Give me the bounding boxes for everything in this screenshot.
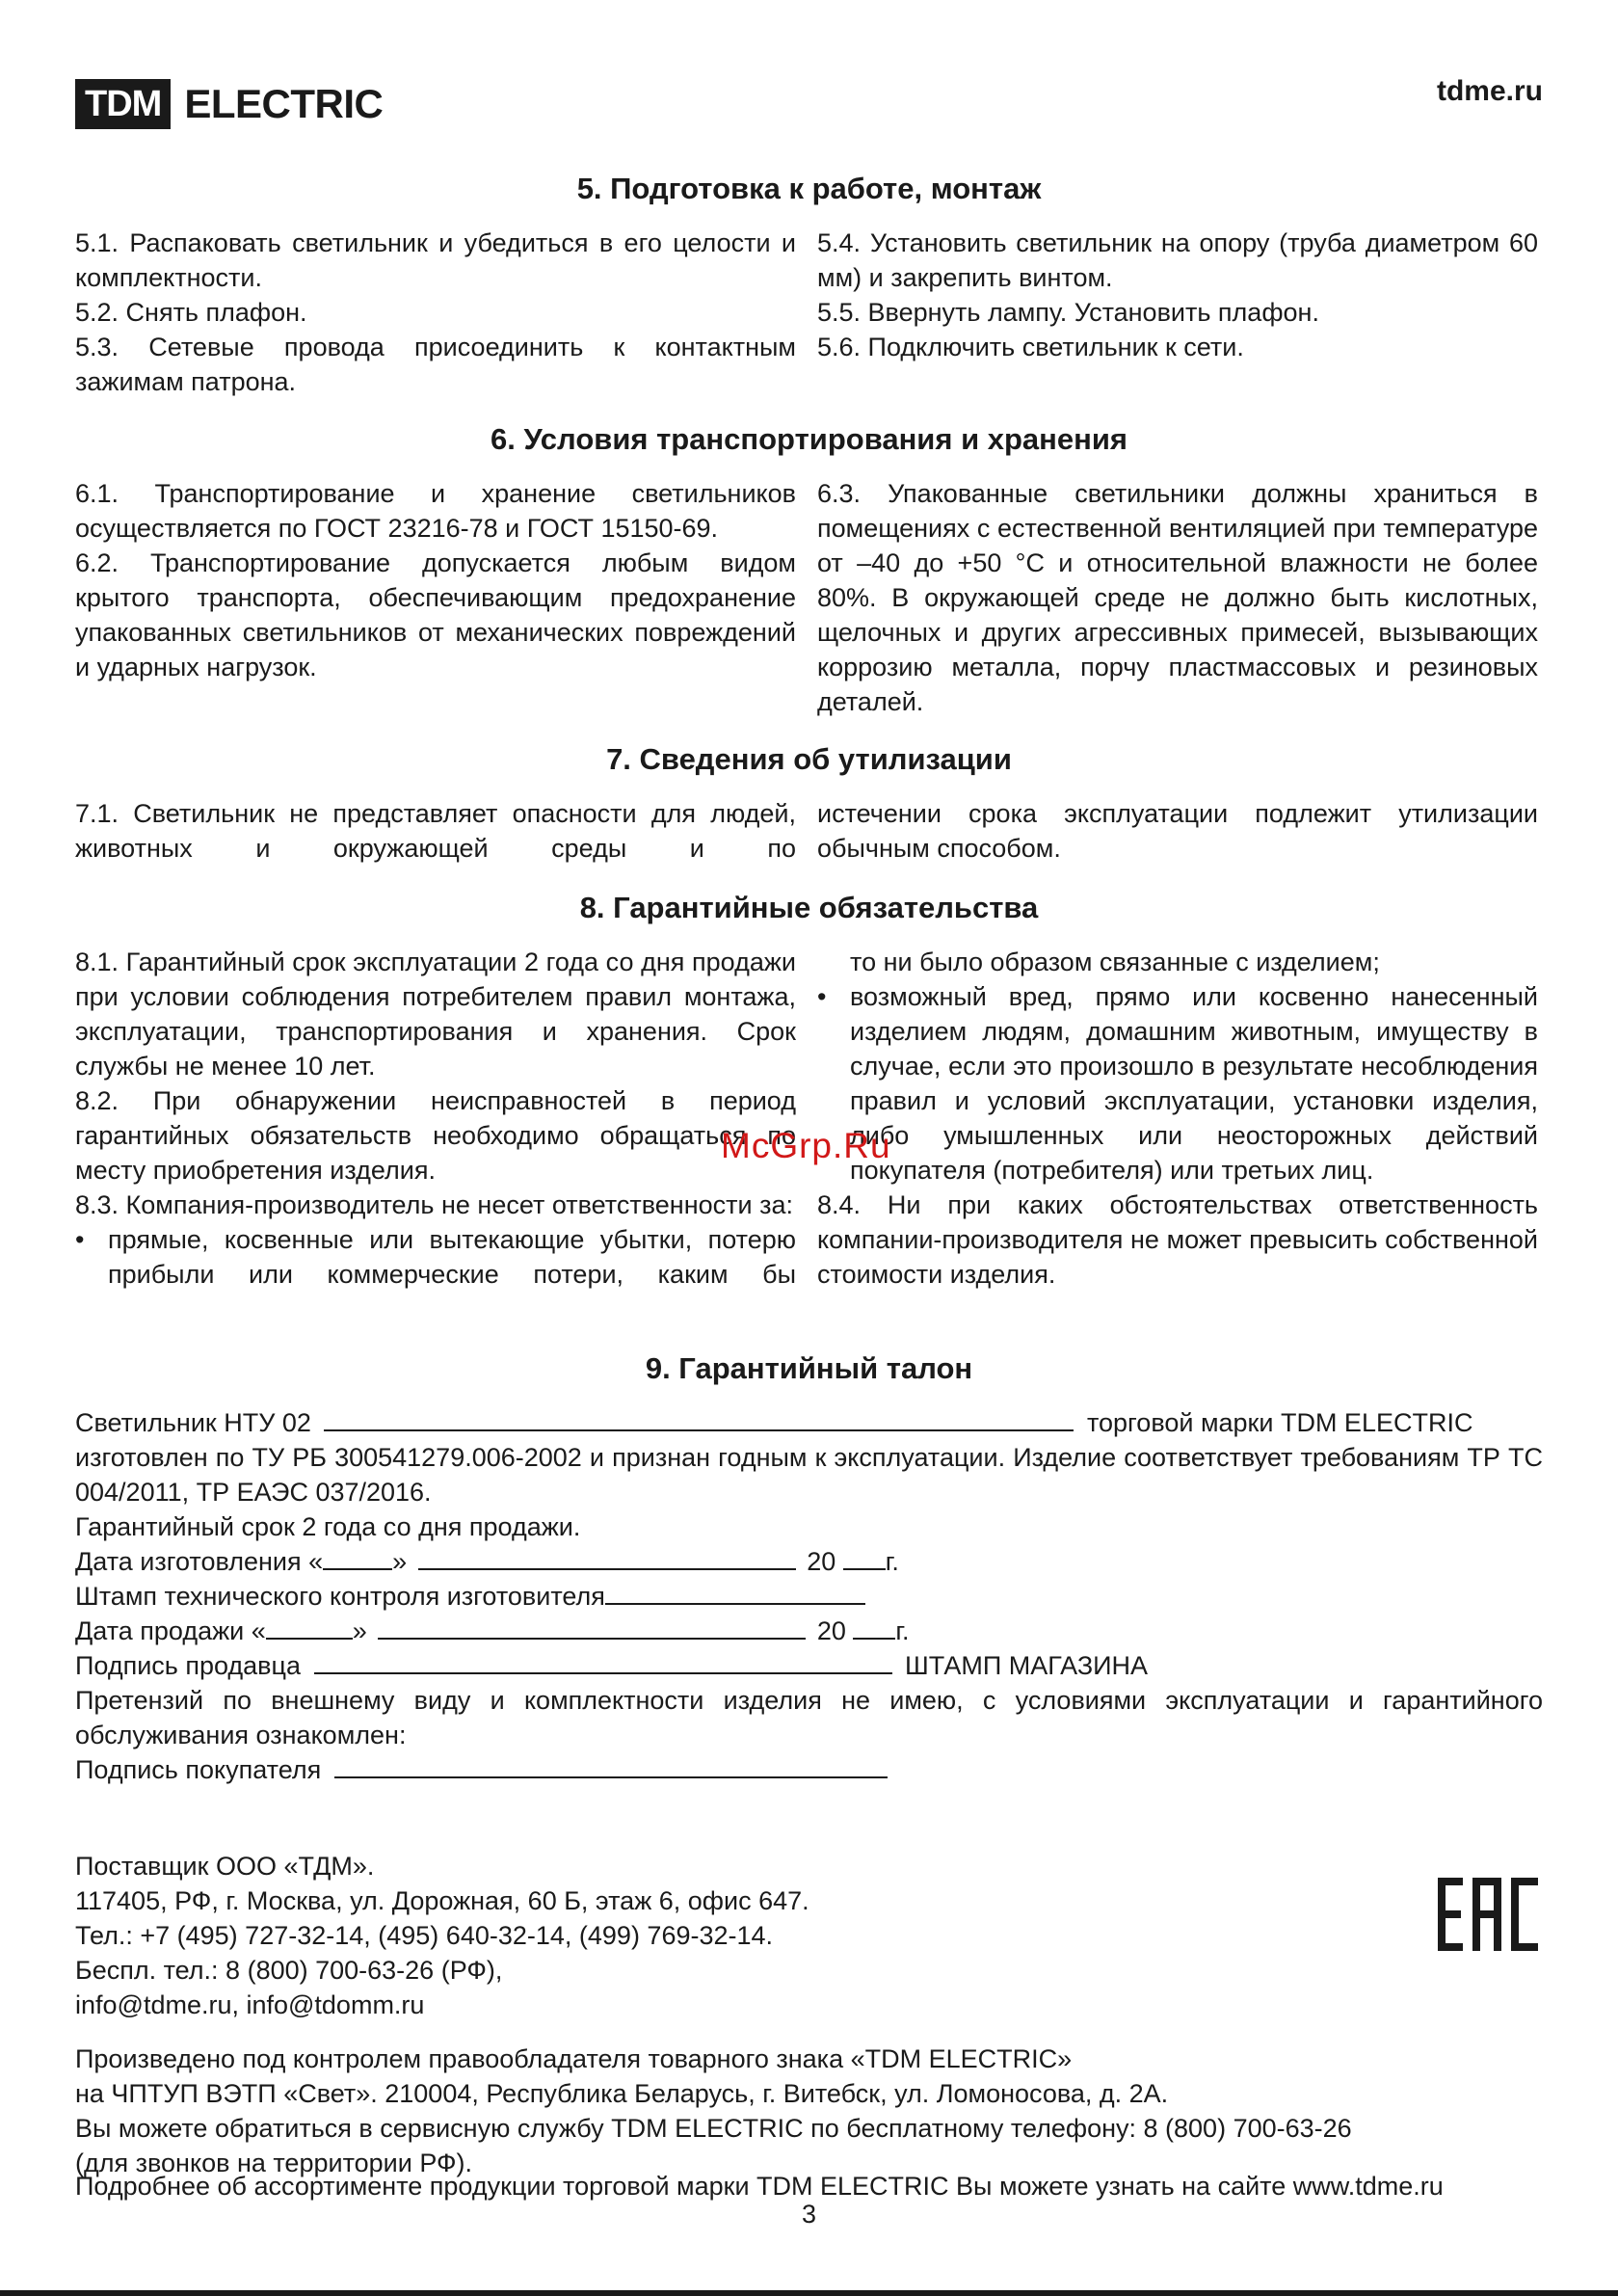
item-8-2: 8.2. При обнаружении неисправностей в период гарантийных обязательств необходимо обращаться по месту приобретения изделия. — [75, 1086, 796, 1185]
bullet-2-text: возможный вред, прямо или косвенно нанесенный изделием людям, домашним животным, имуществу в случае, если это произошло в результате несоблюдения правил и условий эксплуатации, установки изделия, либо умышленных или неосторожных действий покупателя (потребителя) или третьих лиц. — [850, 982, 1538, 1185]
item-5-1: 5.1. Распаковать светильник и убедиться в его целости и комплектности. — [75, 228, 796, 292]
mfg-day-blank[interactable] — [323, 1545, 392, 1570]
seller-sign-blank[interactable] — [314, 1649, 892, 1674]
tdm-electric-logo — [75, 79, 383, 129]
stamp-label: Штамп технического контроля изготовителя — [75, 1582, 605, 1611]
seller-sign-label: Подпись продавца — [75, 1651, 302, 1680]
section-8-right — [817, 945, 1538, 1292]
item-5-6: 5.6. Подключить светильник к сети. — [817, 333, 1244, 361]
section-6-right — [817, 476, 1538, 719]
year-prefix: 20 — [807, 1547, 836, 1576]
supplier-address: 117405, РФ, г. Москва, ул. Дорожная, 60 Б, этаж 6, офис 647. — [75, 1886, 809, 1915]
warranty-term: Гарантийный срок 2 года со дня продажи. — [75, 1512, 581, 1541]
year-suffix: г. — [895, 1616, 910, 1645]
logo-box: TDM — [75, 79, 171, 129]
supplier-line: Поставщик ООО «ТДМ». — [75, 1852, 375, 1881]
stamp-row — [75, 1579, 1543, 1614]
producer-line-4: (для звонков на территории РФ). — [75, 2149, 473, 2177]
sale-date-label: Дата продажи « — [75, 1616, 266, 1645]
section-5-left — [75, 226, 796, 399]
claims-text: Претензий по внешнему виду и комплектности изделия не имею, с условиями эксплуатации и гарантийного обслуживания ознакомлен: — [75, 1686, 1543, 1749]
section-7-left — [75, 796, 796, 866]
item-7-1-cont: истечении срока эксплуатации подлежит утилизации обычным способом. — [817, 799, 1538, 863]
site-url[interactable]: tdme.ru — [1436, 75, 1543, 107]
watermark: McGrp.Ru — [721, 1126, 891, 1165]
producer-block — [75, 2042, 1352, 2180]
section-7-title: 7. Сведения об утилизации — [606, 742, 1012, 776]
producer-line-1: Произведено под контролем правообладателя товарного знака «TDM ELECTRIC» — [75, 2044, 1073, 2073]
page-header — [75, 75, 1543, 131]
supplier-emails[interactable]: info@tdme.ru, info@tdomm.ru — [75, 1990, 425, 2019]
supplier-block — [75, 1849, 809, 2022]
supplier-phones: Тел.: +7 (495) 727-32-14, (495) 640-32-14, (499) 769-32-14. — [75, 1921, 774, 1950]
producer-line-2: на ЧПТУП ВЭТП «Свет». 210004, Республика Беларусь, г. Витебск, ул. Ломоносова, д. 2А. — [75, 2079, 1169, 2108]
sale-date-row — [75, 1614, 1543, 1648]
bottom-rule — [0, 2290, 1618, 2296]
more-info: Подробнее об ассортименте продукции торговой марки TDM ELECTRIC Вы можете узнать на сайте www.tdme.ru — [75, 2172, 1444, 2201]
year-prefix: 20 — [816, 1616, 846, 1645]
warranty-card — [75, 1405, 1543, 1787]
producer-line-3: Вы можете обратиться в сервисную службу TDM ELECTRIC по бесплатному телефону: 8 (800) 700-63-26 — [75, 2114, 1352, 2143]
brand-suffix: торговой марки TDM ELECTRIC — [1086, 1408, 1473, 1437]
product-row — [75, 1405, 1543, 1440]
mfg-year-blank[interactable] — [843, 1545, 886, 1570]
item-8-4: 8.4. Ни при каких обстоятельствах ответственность компании-производителя не может превысить собственной стоимости изделия. — [817, 1190, 1538, 1289]
item-5-2: 5.2. Снять плафон. — [75, 298, 307, 327]
section-6-title: 6. Условия транспортирования и хранения — [491, 422, 1127, 456]
eac-mark-icon — [1438, 1878, 1538, 1951]
section-5-title: 5. Подготовка к работе, монтаж — [576, 172, 1042, 205]
mfg-month-blank[interactable] — [418, 1545, 796, 1570]
supplier-free-phone: Беспл. тел.: 8 (800) 700-63-26 (РФ), — [75, 1956, 503, 1985]
shop-stamp: ШТАМП МАГАЗИНА — [905, 1651, 1149, 1680]
seller-sign-row — [75, 1648, 1543, 1683]
mfg-date-label: Дата изготовления « — [75, 1547, 324, 1576]
item-6-3: 6.3. Упакованные светильники должны храниться в помещениях с естественной вентиляцией при температуре от –40 до +50 °С и относительной влажности не более 80%. В окружающей среде не должно быть кислотных, щелочных и других агрессивных примесей, вызывающих коррозию металла, порчу пластмассовых и резиновых деталей. — [817, 479, 1538, 716]
logo-word: ELECTRIC — [184, 81, 384, 126]
item-8-3: 8.3. Компания-производитель не несет ответственности за: — [75, 1190, 793, 1219]
product-label: Светильник НТУ 02 — [75, 1408, 311, 1437]
sale-day-blank[interactable] — [266, 1615, 353, 1640]
buyer-sign-label: Подпись покупателя — [75, 1755, 322, 1784]
bullet-1 — [75, 1222, 796, 1292]
item-8-1: 8.1. Гарантийный срок эксплуатации 2 года со дня продажи при условии соблюдения потребителем правил монтажа, эксплуатации, транспортирования и хранения. Срок службы не менее 10 лет. — [75, 948, 796, 1081]
item-5-3: 5.3. Сетевые провода присоединить к контактным зажимам патрона. — [75, 333, 796, 396]
page-number: 3 — [801, 2200, 817, 2229]
section-9-title: 9. Гарантийный талон — [645, 1351, 973, 1385]
bullet-dot: • — [817, 982, 827, 1011]
item-7-1: 7.1. Светильник не представляет опасности для людей, животных и окружающей среды и по — [75, 799, 796, 863]
bullet-1-cont: то ни было образом связанные с изделием; — [850, 948, 1380, 976]
stamp-blank[interactable] — [605, 1580, 865, 1605]
item-6-2: 6.2. Транспортирование допускается любым видом крытого транспорта, обеспечивающим предохранение упакованных светильников от механических повреждений и ударных нагрузок. — [75, 548, 796, 681]
quote-close: » — [352, 1616, 367, 1645]
mfg-date-row — [75, 1544, 1543, 1579]
section-5-right — [817, 226, 1538, 364]
item-5-5: 5.5. Ввернуть лампу. Установить плафон. — [817, 298, 1319, 327]
quote-close: » — [392, 1547, 408, 1576]
section-8-title: 8. Гарантийные обязательства — [579, 891, 1039, 924]
section-8-left — [75, 945, 796, 1292]
buyer-sign-row — [75, 1752, 1543, 1787]
item-5-4: 5.4. Установить светильник на опору (труба диаметром 60 мм) и закрепить винтом. — [817, 228, 1538, 292]
bullet-dot: • — [75, 1225, 85, 1254]
section-7-right — [817, 796, 1538, 866]
buyer-sign-blank[interactable] — [334, 1753, 888, 1778]
section-6-left — [75, 476, 796, 684]
product-serial-blank[interactable] — [324, 1406, 1074, 1431]
sale-month-blank[interactable] — [378, 1615, 806, 1640]
bullet-2 — [817, 979, 1538, 1188]
year-suffix: г. — [885, 1547, 899, 1576]
bullet-1-text: прямые, косвенные или вытекающие убытки, потерю прибыли или коммерческие потери, каким бы — [108, 1225, 796, 1289]
sale-year-blank[interactable] — [853, 1615, 895, 1640]
made-text: изготовлен по ТУ РБ 300541279.006-2002 и признан годным к эксплуатации. Изделие соответствует требованиям ТР ТС 004/2011, ТР ЕАЭС 037/2016. — [75, 1443, 1543, 1507]
item-6-1: 6.1. Транспортирование и хранение светильников осуществляется по ГОСТ 23216-78 и ГОСТ 15150-69. — [75, 479, 796, 543]
